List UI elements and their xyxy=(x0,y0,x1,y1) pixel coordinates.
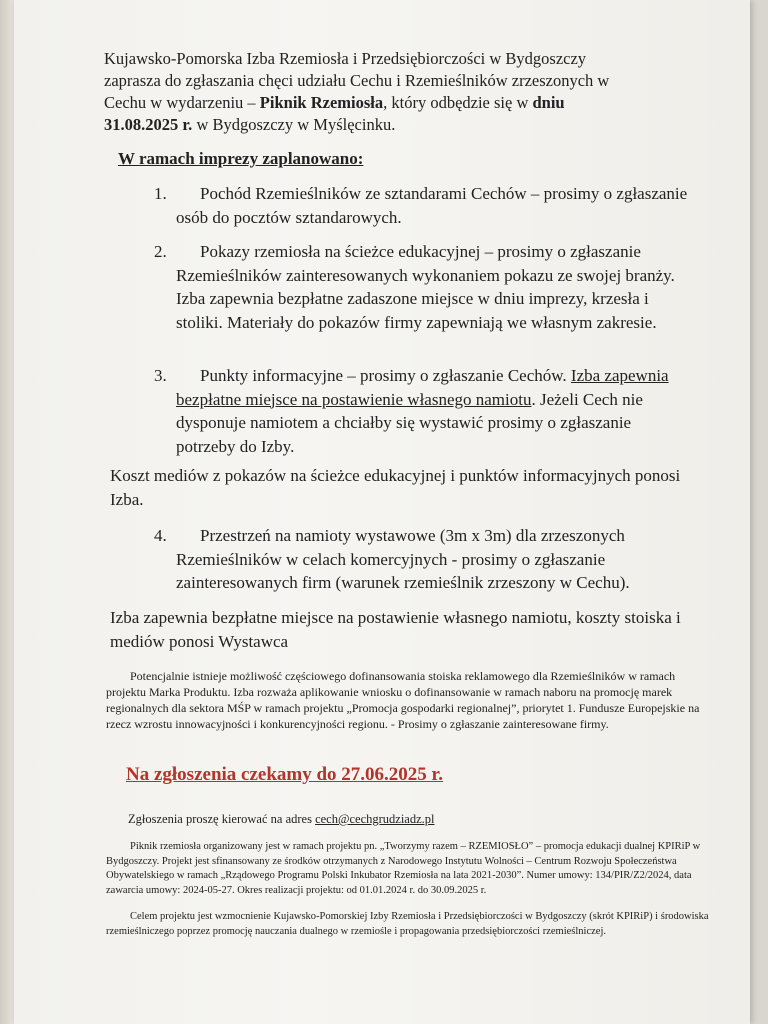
section-heading: W ramach imprezy zaplanowano: xyxy=(118,149,364,168)
list-number: 1. xyxy=(154,184,167,203)
list-item-text-a: Punkty informacyjne – prosimy o zgłaszanie Cechów. xyxy=(200,366,571,385)
event-date: 31.08.2025 r. xyxy=(104,115,193,134)
intro-line-2: zaprasza do zgłaszania chęci udziału Cechu i Rzemieślników zrzeszonych w xyxy=(104,71,610,90)
intro-line-3a: Cechu w wydarzeniu – xyxy=(104,93,260,112)
cost-note: Koszt mediów z pokazów na ścieżce edukacyjnej i punktów informacyjnych ponosi Izba. xyxy=(110,466,681,509)
list-item-text xyxy=(154,364,694,458)
list-item-2 xyxy=(154,240,694,334)
funding-note: Potencjalnie istnieje możliwość częściowego dofinansowania stoiska reklamowego dla Rzemieślników w ramach projektu Marka Produktu. Izba rozważa aplikowanie wniosku o dofinansowanie w ramach naboru na promocję marek regionalnych dla sektora MŚP w ramach projektu „Promocja gospodarki regionalnej”, priorytet 1. Fundusze Europejskie na rzecz wzrostu innowacyjności i konkurencyjności regionu. - Prosimy o zgłaszanie zainteresowane firmy. xyxy=(106,669,700,731)
page-edge xyxy=(0,0,14,1024)
list-item-4 xyxy=(154,524,694,595)
list-item-text: Pokazy rzemiosła na ścieżce edukacyjnej – prosimy o zgłaszanie Rzemieślników zainteresowanych wykonaniem pokazu ze swojej branży. Izba zapewnia bezpłatne zadaszone miejsce w dniu imprezy, krzesła i stoliki. Materiały do pokazów firmy zapewniają we własnym zakresie. xyxy=(176,242,675,332)
underlined-text: Izba zapewnia bezpłatne miejsce na postawienie własnego namiotu xyxy=(176,366,669,409)
contact-text: Zgłoszenia proszę kierować na adres xyxy=(128,812,316,826)
event-name: Piknik Rzemiosła xyxy=(259,93,384,112)
list-item-3 xyxy=(154,364,694,458)
contact-line xyxy=(128,808,435,830)
footnote-goal: Celem projektu jest wzmocnienie Kujawsko-Pomorskiej Izby Rzemiosła i Przedsiębiorczości w Bydgoszczy (skrót KPIRiP) i środowiska rzemieślniczego poprzez promocję nauczania dualnego w rzemiośle i propagowania przedsiębiorczości rzemieślniczej. xyxy=(106,911,709,937)
intro-paragraph xyxy=(104,48,704,136)
email-link[interactable]: cech@cechgrudziadz.pl xyxy=(315,812,435,826)
list-item-1 xyxy=(154,182,694,229)
space-note: Izba zapewnia bezpłatne miejsce na postawienie własnego namiotu, koszty stoiska i mediów ponosi Wystawca xyxy=(110,608,681,651)
document-page xyxy=(14,0,750,1024)
deadline: Na zgłoszenia czekamy do 27.06.2025 r. xyxy=(126,764,443,785)
list-number: 4. xyxy=(154,526,167,545)
list-item-text: Przestrzeń na namioty wystawowe (3m x 3m) dla zrzeszonych Rzemieślników w celach komercyjnych - prosimy o zgłaszanie zainteresowanych firm (warunek rzemieślnik zrzeszony w Cechu). xyxy=(176,526,630,592)
list-item-text-b: . Jeżeli Cech nie dysponuje namiotem a chciałby się wystawić prosimy o zgłaszanie potrzeby do Izby. xyxy=(176,389,643,456)
list-number: 3. xyxy=(154,366,167,385)
intro-line-4b: w Bydgoszczy w Myślęcinku. xyxy=(192,115,396,134)
list-item-text: Pochód Rzemieślników ze sztandarami Cechów – prosimy o zgłaszanie osób do pocztów sztandarowych. xyxy=(176,184,688,227)
intro-line-1: Kujawsko-Pomorska Izba Rzemiosła i Przedsiębiorczości w Bydgoszczy xyxy=(104,49,587,68)
list-number: 2. xyxy=(154,242,167,261)
footnote-project: Piknik rzemiosła organizowany jest w ramach projektu pn. „Tworzymy razem – RZEMIOSŁO” – promocja edukacji dualnej KPIRiP w Bydgoszczy. Projekt jest sfinansowany ze środków otrzymanych z Narodowego Instytutu Wolności – Centrum Rozwoju Społeczeństwa Obywatelskiego w ramach „Rządowego Programu Polski Inkubator Rzemiosła na lata 2021-2030”. Numer umowy: 134/PIR/Z2/2024, data zawarcia umowy: 2024-05-27. Okres realizacji projektu: od 01.01.2024 r. do 30.09.2025 r. xyxy=(106,841,701,896)
intro-line-3c: , który odbędzie się w xyxy=(383,93,533,112)
intro-line-3d: dniu xyxy=(532,93,565,112)
